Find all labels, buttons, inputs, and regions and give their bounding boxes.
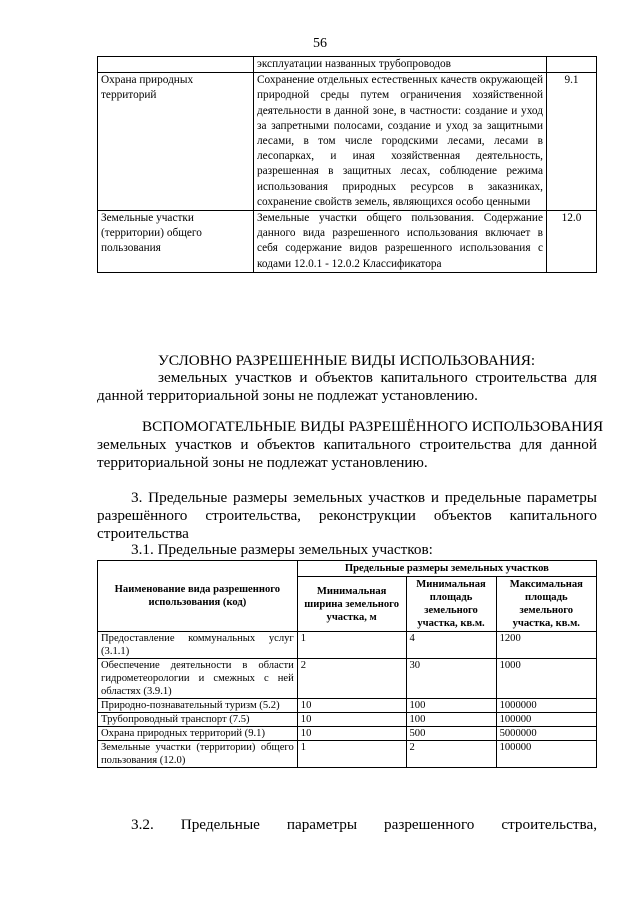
table-row [98,713,597,727]
use-name-cell: Охрана природных территорий [98,73,254,211]
paragraph-3-1: 3.1. Предельные размеры земельных участков: [131,541,433,558]
row-max-area: 100000 [496,741,596,768]
header-min-area: Минимальная площадь земельного участка, кв.м. [406,577,496,632]
row-min-width: 2 [297,659,406,699]
table-row [98,57,597,73]
word: Предельные [180,816,260,833]
word: параметры [286,816,358,833]
row-min-width: 10 [297,727,406,741]
table-row [98,632,597,659]
table-row [98,727,597,741]
continuation-cell: эксплуатации названных трубопроводов [254,57,547,73]
row-use-name: Предоставление коммунальных услуг (3.1.1) [98,632,298,659]
page-number: 56 [313,36,327,51]
permitted-uses-table [97,56,597,273]
row-min-area: 100 [406,699,496,713]
row-use-name: Охрана природных территорий (9.1) [98,727,298,741]
row-use-name: Природно-познавательный туризм (5.2) [98,699,298,713]
row-min-width: 10 [297,713,406,727]
use-description-cell: Сохранение отдельных естественных качеств окружающей природной среды путем ограничения хозяйственной деятельности в данной зоне, в частности: создание и уход за запретными полосами, создание и уход за защитными лесами, в том числе городскими лесами, лесами в лесопарках, и иная хозяйственная деятельность, разрешенная в защитных лесах, соблюдение режима использования природных ресурсов в заказниках, сохранение свойств земель, являющихся особо ценными [254,73,547,211]
row-max-area: 5000000 [496,727,596,741]
auxiliary-uses-text: земельных участков и объектов капитального строительства для данной территориальной зоны не подлежат установлению. [97,436,597,471]
row-min-area: 500 [406,727,496,741]
header-min-width: Минимальная ширина земельного участка, м [297,577,406,632]
row-min-width: 10 [297,699,406,713]
row-max-area: 100000 [496,713,596,727]
table-header-row [98,561,597,577]
row-max-area: 1200 [496,632,596,659]
word: разрешенного [383,816,475,833]
row-use-name: Земельные участки (территории) общего пользования (12.0) [98,741,298,768]
row-min-width: 1 [297,741,406,768]
row-max-area: 1000 [496,659,596,699]
word: 3.2. [131,816,154,833]
table-row [98,211,597,273]
row-min-area: 100 [406,713,496,727]
conditional-uses-title: УСЛОВНО РАЗРЕШЕННЫЕ ВИДЫ ИСПОЛЬЗОВАНИЯ: [158,352,536,369]
row-use-name: Обеспечение деятельности в области гидрометеорологии и смежных с ней областях (3.9.1) [98,659,298,699]
use-description-cell: Земельные участки общего пользования. Содержание данного вида разрешенного использования включает в себя содержание видов разрешенного использования с кодами 12.0.1 - 12.0.2 Классификатора [254,211,547,273]
auxiliary-uses-title: ВСПОМОГАТЕЛЬНЫЕ ВИДЫ РАЗРЕШЁННОГО ИСПОЛЬЗОВАНИЯ [142,418,604,435]
word: строительства, [501,816,597,833]
use-code-cell: 9.1 [547,73,597,211]
use-name-cell: Земельные участки (территории) общего пользования [98,211,254,273]
row-min-width: 1 [297,632,406,659]
table-row [98,699,597,713]
use-code-cell: 12.0 [547,211,597,273]
table-row [98,73,597,211]
header-max-area: Максимальная площадь земельного участка, кв.м. [496,577,596,632]
row-min-area: 4 [406,632,496,659]
conditional-uses-text: земельных участков и объектов капитального строительства для данной территориальной зоны не подлежат установлению. [97,369,597,404]
row-min-area: 2 [406,741,496,768]
header-use-name: Наименование вида разрешенного использования (код) [98,561,298,632]
row-max-area: 1000000 [496,699,596,713]
paragraph-3: 3. Предельные размеры земельных участков и предельные параметры разрешённого строительства, реконструкции объектов капитального строительства [97,489,597,542]
table-row [98,741,597,768]
row-use-name: Трубопроводный транспорт (7.5) [98,713,298,727]
paragraph-3-2 [131,816,597,834]
plot-size-limits-table [97,560,597,768]
row-min-area: 30 [406,659,496,699]
table-row [98,659,597,699]
header-size-limits: Предельные размеры земельных участков [297,561,596,577]
